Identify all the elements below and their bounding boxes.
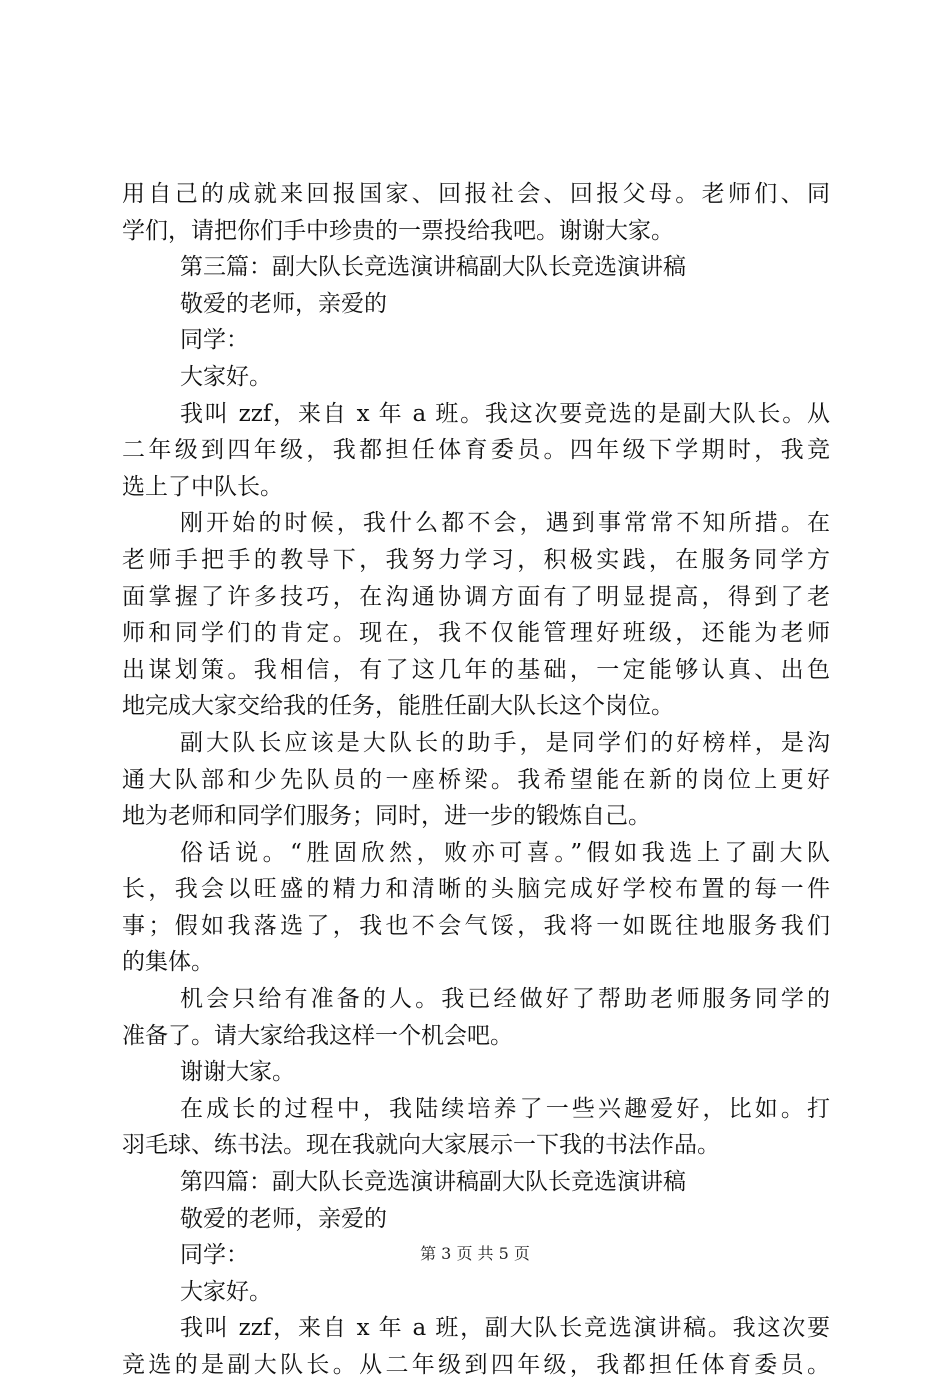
text-line: 准备了。请大家给我这样一个机会吧。 — [122, 1022, 513, 1049]
document-body — [122, 176, 830, 1384]
text-line: 二年级到四年级，我都担任体育委员。四年级下学期时，我竞 — [122, 437, 830, 464]
text-line: 长，我会以旺盛的精力和清晰的头脑完成好学校布置的每一件 — [122, 876, 830, 903]
text-line: 通大队部和少先队员的一座桥梁。我希望能在新的岗位上更好 — [122, 766, 830, 793]
text-line: 大家好。 — [180, 1278, 272, 1305]
text-line: 副大队长应该是大队长的助手，是同学们的好榜样，是沟 — [180, 729, 830, 756]
text-line: 我叫 zzf，来自 x 年 a 班，副大队长竞选演讲稿。我这次要 — [180, 1315, 830, 1342]
text-line: 老师手把手的教导下，我努力学习，积极实践，在服务同学方 — [122, 546, 830, 573]
page-number-footer: 第 3 页 共 5 页 — [420, 1244, 530, 1263]
text-line: 事；假如我落选了，我也不会气馁，我将一如既往地服务我们 — [122, 912, 830, 939]
text-line: 敬爱的老师，亲爱的 — [180, 1205, 387, 1232]
text-line: 的集体。 — [122, 949, 214, 976]
text-line: 师和同学们的肯定。现在，我不仅能管理好班级，还能为老师 — [122, 620, 830, 647]
text-line: 谢谢大家。 — [180, 1059, 295, 1086]
text-line: 学们，请把你们手中珍贵的一票投给我吧。谢谢大家。 — [122, 217, 674, 244]
text-line: 第三篇：副大队长竞选演讲稿副大队长竞选演讲稿 — [180, 254, 686, 281]
text-line: 出谋划策。我相信，有了这几年的基础，一定能够认真、出色 — [122, 656, 830, 683]
text-line: 敬爱的老师，亲爱的 — [180, 290, 387, 317]
text-line: 用自己的成就来回报国家、回报社会、回报父母。老师们、同 — [122, 181, 830, 207]
text-line: 同学： — [180, 1242, 249, 1269]
text-line: 第四篇：副大队长竞选演讲稿副大队长竞选演讲稿 — [180, 1169, 686, 1196]
text-line: 面掌握了许多技巧，在沟通协调方面有了明显提高，得到了老 — [122, 583, 830, 610]
text-line: 选上了中队长。 — [122, 473, 283, 500]
text-line: 我叫 zzf，来自 x 年 a 班。我这次要竞选的是副大队长。从 — [180, 400, 830, 427]
text-line: 刚开始的时候，我什么都不会，遇到事常常不知所措。在 — [180, 510, 830, 537]
text-line: 羽毛球、练书法。现在我就向大家展示一下我的书法作品。 — [122, 1132, 720, 1159]
text-line: 机会只给有准备的人。我已经做好了帮助老师服务同学的 — [180, 986, 830, 1013]
text-line: 在成长的过程中，我陆续培养了一些兴趣爱好，比如。打 — [180, 1095, 830, 1122]
text-line: 同学： — [180, 327, 249, 354]
text-line: 俗话说。“胜固欣然，败亦可喜。”假如我选上了副大队 — [180, 839, 830, 866]
text-line: 地为老师和同学们服务；同时，进一步的锻炼自己。 — [122, 803, 651, 830]
text-line: 大家好。 — [180, 363, 272, 390]
text-line: 地完成大家交给我的任务，能胜任副大队长这个岗位。 — [122, 693, 674, 720]
text-line: 竞选的是副大队长。从二年级到四年级，我都担任体育委员。 — [122, 1352, 830, 1378]
